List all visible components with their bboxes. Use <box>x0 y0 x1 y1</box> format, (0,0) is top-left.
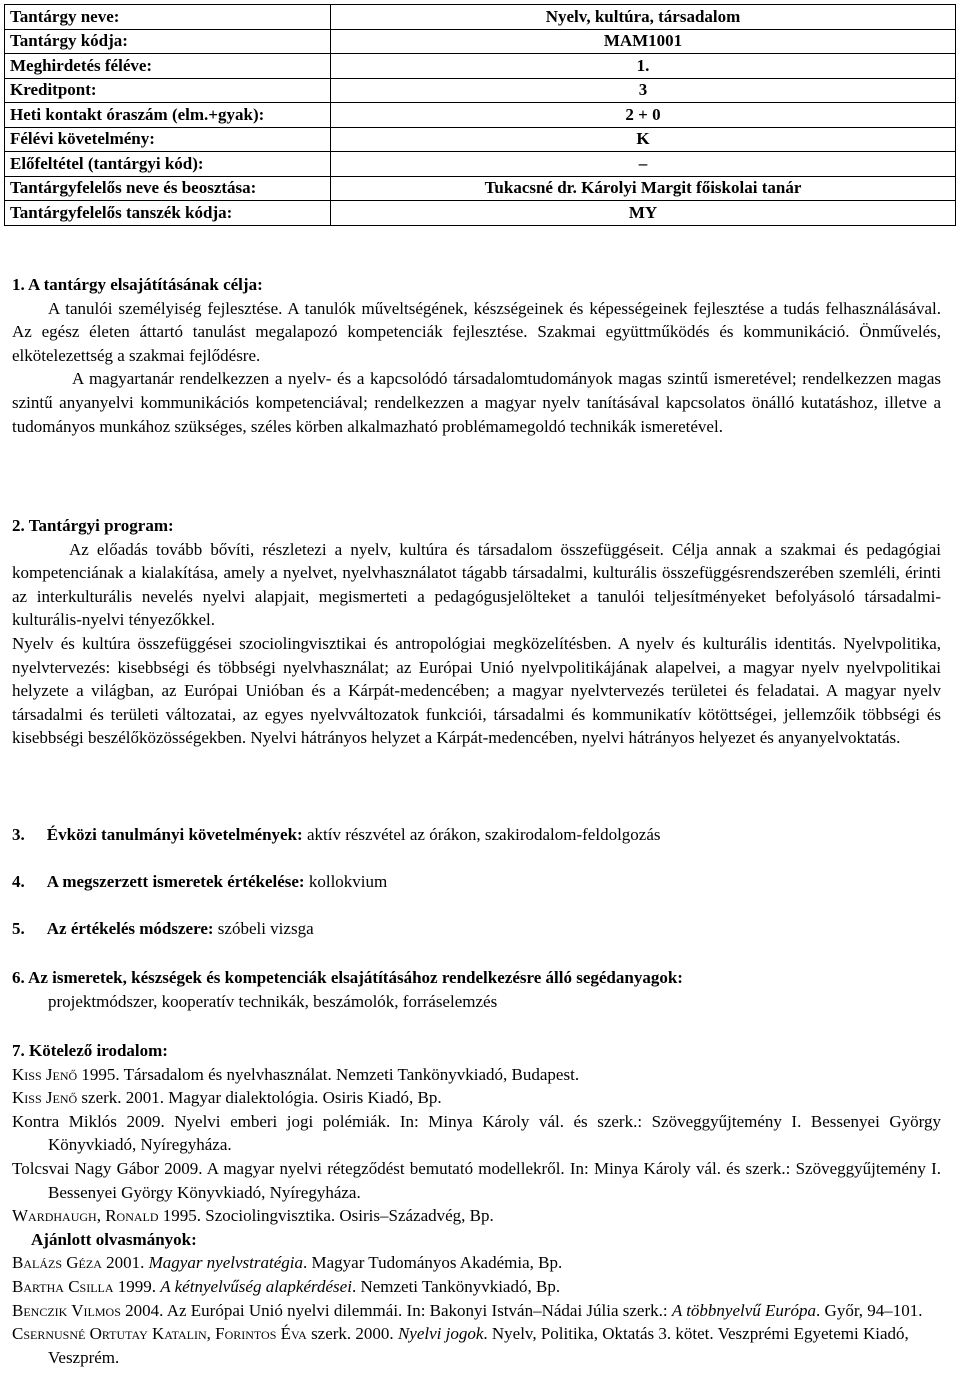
required-literature-item <box>12 1157 941 1204</box>
info-row <box>5 103 956 128</box>
info-row <box>5 201 956 226</box>
section-6-materials: projektmódszer, kooperatív technikák, beszámolók, forráselemzés <box>48 991 498 1011</box>
literature-details: . Nyelv, Politika, Oktatás 3. kötet. Veszprémi Egyetemi Kiadó, Veszprém. <box>48 1324 909 1367</box>
info-value: 1. <box>331 54 956 79</box>
recommended-literature-item <box>12 1251 941 1275</box>
section-1 <box>12 273 941 438</box>
literature-title: A többnyelvű Európa <box>671 1300 817 1320</box>
section-3-requirements: 3. Évközi tanulmányi követelmények: aktív részvétel az órákon, szakirodalom-feldolgozás <box>12 825 661 844</box>
literature-details: 1995. Társadalom és nyelvhasználat. Nemzeti Tankönyvkiadó, Budapest. <box>77 1064 580 1084</box>
section-2-topics: Nyelv és kultúra összefüggései szociolingvisztikai és antropológiai megközelítésben. A nyelv és kulturális identitás. Nyelvpolitika, nyelvtervezés: kisebbségi és többségi nyelvhasználat; az Európai Unió nyelvpolitikájának alapelvei, a magyar nyelv nyelvpolitikai helyzete a világban, az Európai Unióban és a Kárpát-medencében; a magyar nyelvtervezés területei és feladatai. A magyar nyelv társadalmi és területi változatai, az egyes nyelvváltozatok funkciói, társadalmi és kommunikatív kötöttségei, jellemzőik többségi és kisebbségi beszélőközösségekben. Nyelvi hátrányos helyzet a Kárpát-medencében, nyelvi hátrányos helyezet és anyanyelvoktatás. <box>12 633 941 748</box>
section-7-heading: 7. Kötelező irodalom: <box>12 1041 168 1060</box>
required-literature-item <box>12 1204 941 1228</box>
info-label: Heti kontakt óraszám (elm.+gyak): <box>5 103 331 128</box>
required-literature-item <box>12 1063 941 1087</box>
literature-author: Kiss Jenő <box>12 1064 78 1084</box>
section-2-heading: 2. Tantárgyi program: <box>12 516 174 535</box>
info-row <box>5 54 956 79</box>
required-literature-list <box>12 1063 941 1228</box>
literature-author: Benczik Vilmos <box>12 1300 121 1320</box>
info-row <box>5 29 956 54</box>
section-6-heading: 6. Az ismeretek, készségek és kompetenciák elsajátításához rendelkezésre álló segédanyagok: <box>12 968 683 987</box>
literature-details: 2001. <box>101 1253 149 1273</box>
literature-details: . Magyar Tudományos Akadémia, Bp. <box>303 1253 563 1273</box>
section-6 <box>12 966 941 1013</box>
course-info-table <box>4 4 956 226</box>
section-4-evaluation: 4. A megszerzett ismeretek értékelése: kollokvium <box>12 872 388 891</box>
info-value: Tukacsné dr. Károlyi Margit főiskolai tanár <box>331 176 956 201</box>
required-literature-item <box>12 1110 941 1157</box>
section-5-method: 5. Az értékelés módszere: szóbeli vizsga <box>12 919 314 938</box>
literature-author: Csernusné Ortutay Katalin, Forintos Éva <box>12 1324 307 1344</box>
literature-details: szerk. 2000. <box>306 1324 398 1344</box>
info-row <box>5 176 956 201</box>
section-4 <box>12 870 941 894</box>
info-label: Tantárgy neve: <box>5 5 331 30</box>
info-row <box>5 127 956 152</box>
recommended-literature-item <box>12 1322 941 1369</box>
section-5 <box>12 917 941 941</box>
info-row <box>5 5 956 30</box>
literature-author: Bartha Csilla <box>12 1276 114 1296</box>
literature-title: Magyar nyelvstratégia <box>148 1253 303 1273</box>
info-value: 3 <box>331 78 956 103</box>
section-7 <box>12 1039 941 1369</box>
info-label: Félévi követelmény: <box>5 127 331 152</box>
info-value: – <box>331 152 956 177</box>
literature-details: 1995. Szociolingvisztika. Osiris–Századvég, Bp. <box>158 1206 494 1226</box>
info-value: MAM1001 <box>331 29 956 54</box>
section-1-goals: A tanulói személyiség fejlesztése. A tanulók műveltségének, készségeinek és képességeinek fejlesztése a tudás felhasználásával. Az egész életen áttartó tanulást megalapozó kompetenciák fejlesztése. Szakmai együttműködés és kommunikáció. Önművelés, elkötelezettség a szakmai fejlődésre. <box>12 298 941 365</box>
info-label: Kreditpont: <box>5 78 331 103</box>
section-2-intro: Az előadás tovább bővíti, részletezi a nyelv, kultúra és társadalom összefüggéseit. Célja annak a szakmai és pedagógiai kompetenciának a kialakítása, amely a nyelvet, nyelvhasználatot tágabb társadalmi, kulturális összefüggésrendszerében szemléli, érinti az interkulturális nevelés nyelvi alapjait, megismerteti a pedagógusjelölteket a tanulói teljesítményeket befolyásoló társadalmi-kulturális-nyelvi tényezőkkel. <box>12 539 941 630</box>
section-1-teacher-competence: A magyartanár rendelkezzen a nyelv- és a kapcsolódó társadalomtudományok magas szintű ismeretével; rendelkezzen magas szintű anyanyelvi kommunikációs kompetenciával; rendelkezzen a magyar nyelv tanításával kapcsolatos önálló kutatáshoz, illetve a tudományos munkához szükséges, széles körben alkalmazható problémamegoldó technikák ismeretével. <box>12 369 941 436</box>
literature-details: szerk. 2001. Magyar dialektológia. Osiris Kiadó, Bp. <box>77 1088 442 1108</box>
literature-details: . Nemzeti Tankönyvkiadó, Bp. <box>351 1276 561 1296</box>
info-value: 2 + 0 <box>331 103 956 128</box>
literature-details: Tolcsvai Nagy Gábor 2009. A magyar nyelvi rétegződést bemutató modellekről. In: Minya Károly vál. és szerk.: Szöveggyűjtemény I. Bessenyei György Könyvkiadó, Nyíregyháza. <box>12 1158 941 1202</box>
section-3 <box>12 823 941 847</box>
literature-author: Kiss Jenő <box>12 1088 78 1108</box>
info-label: Tantárgyfelelős tanszék kódja: <box>5 201 331 226</box>
recommended-literature-item <box>12 1275 941 1299</box>
literature-details: 2004. Az Európai Unió nyelvi dilemmái. In: Bakonyi István–Nádai Júlia szerk.: <box>120 1300 672 1320</box>
info-row <box>5 152 956 177</box>
literature-title: A kétnyelvűség alapkérdései <box>160 1276 352 1296</box>
literature-details: 1999. <box>113 1276 161 1296</box>
literature-details: Kontra Miklós 2009. Nyelvi emberi jogi polémiák. In: Minya Károly vál. és szerk.: Szöveggyűjtemény I. Bessenyei György Könyvkiadó, Nyíregyháza. <box>12 1111 941 1155</box>
required-literature-item <box>12 1086 941 1110</box>
info-label: Előfeltétel (tantárgyi kód): <box>5 152 331 177</box>
literature-author: Balázs Géza <box>12 1253 102 1273</box>
recommended-literature-item <box>12 1299 941 1323</box>
recommended-heading: Ajánlott olvasmányok: <box>31 1229 197 1249</box>
section-1-heading: 1. A tantárgy elsajátításának célja: <box>12 275 263 294</box>
recommended-literature-list <box>12 1251 941 1369</box>
info-label: Meghirdetés féléve: <box>5 54 331 79</box>
info-value: MY <box>331 201 956 226</box>
literature-details: . Győr, 94–101. <box>816 1300 923 1320</box>
info-label: Tantárgy kódja: <box>5 29 331 54</box>
section-2 <box>12 514 941 750</box>
info-value: K <box>331 127 956 152</box>
literature-title: Nyelvi jogok <box>397 1324 484 1344</box>
literature-author: Wardhaugh, Ronald <box>12 1206 159 1226</box>
info-row <box>5 78 956 103</box>
info-value: Nyelv, kultúra, társadalom <box>331 5 956 30</box>
info-label: Tantárgyfelelős neve és beosztása: <box>5 176 331 201</box>
